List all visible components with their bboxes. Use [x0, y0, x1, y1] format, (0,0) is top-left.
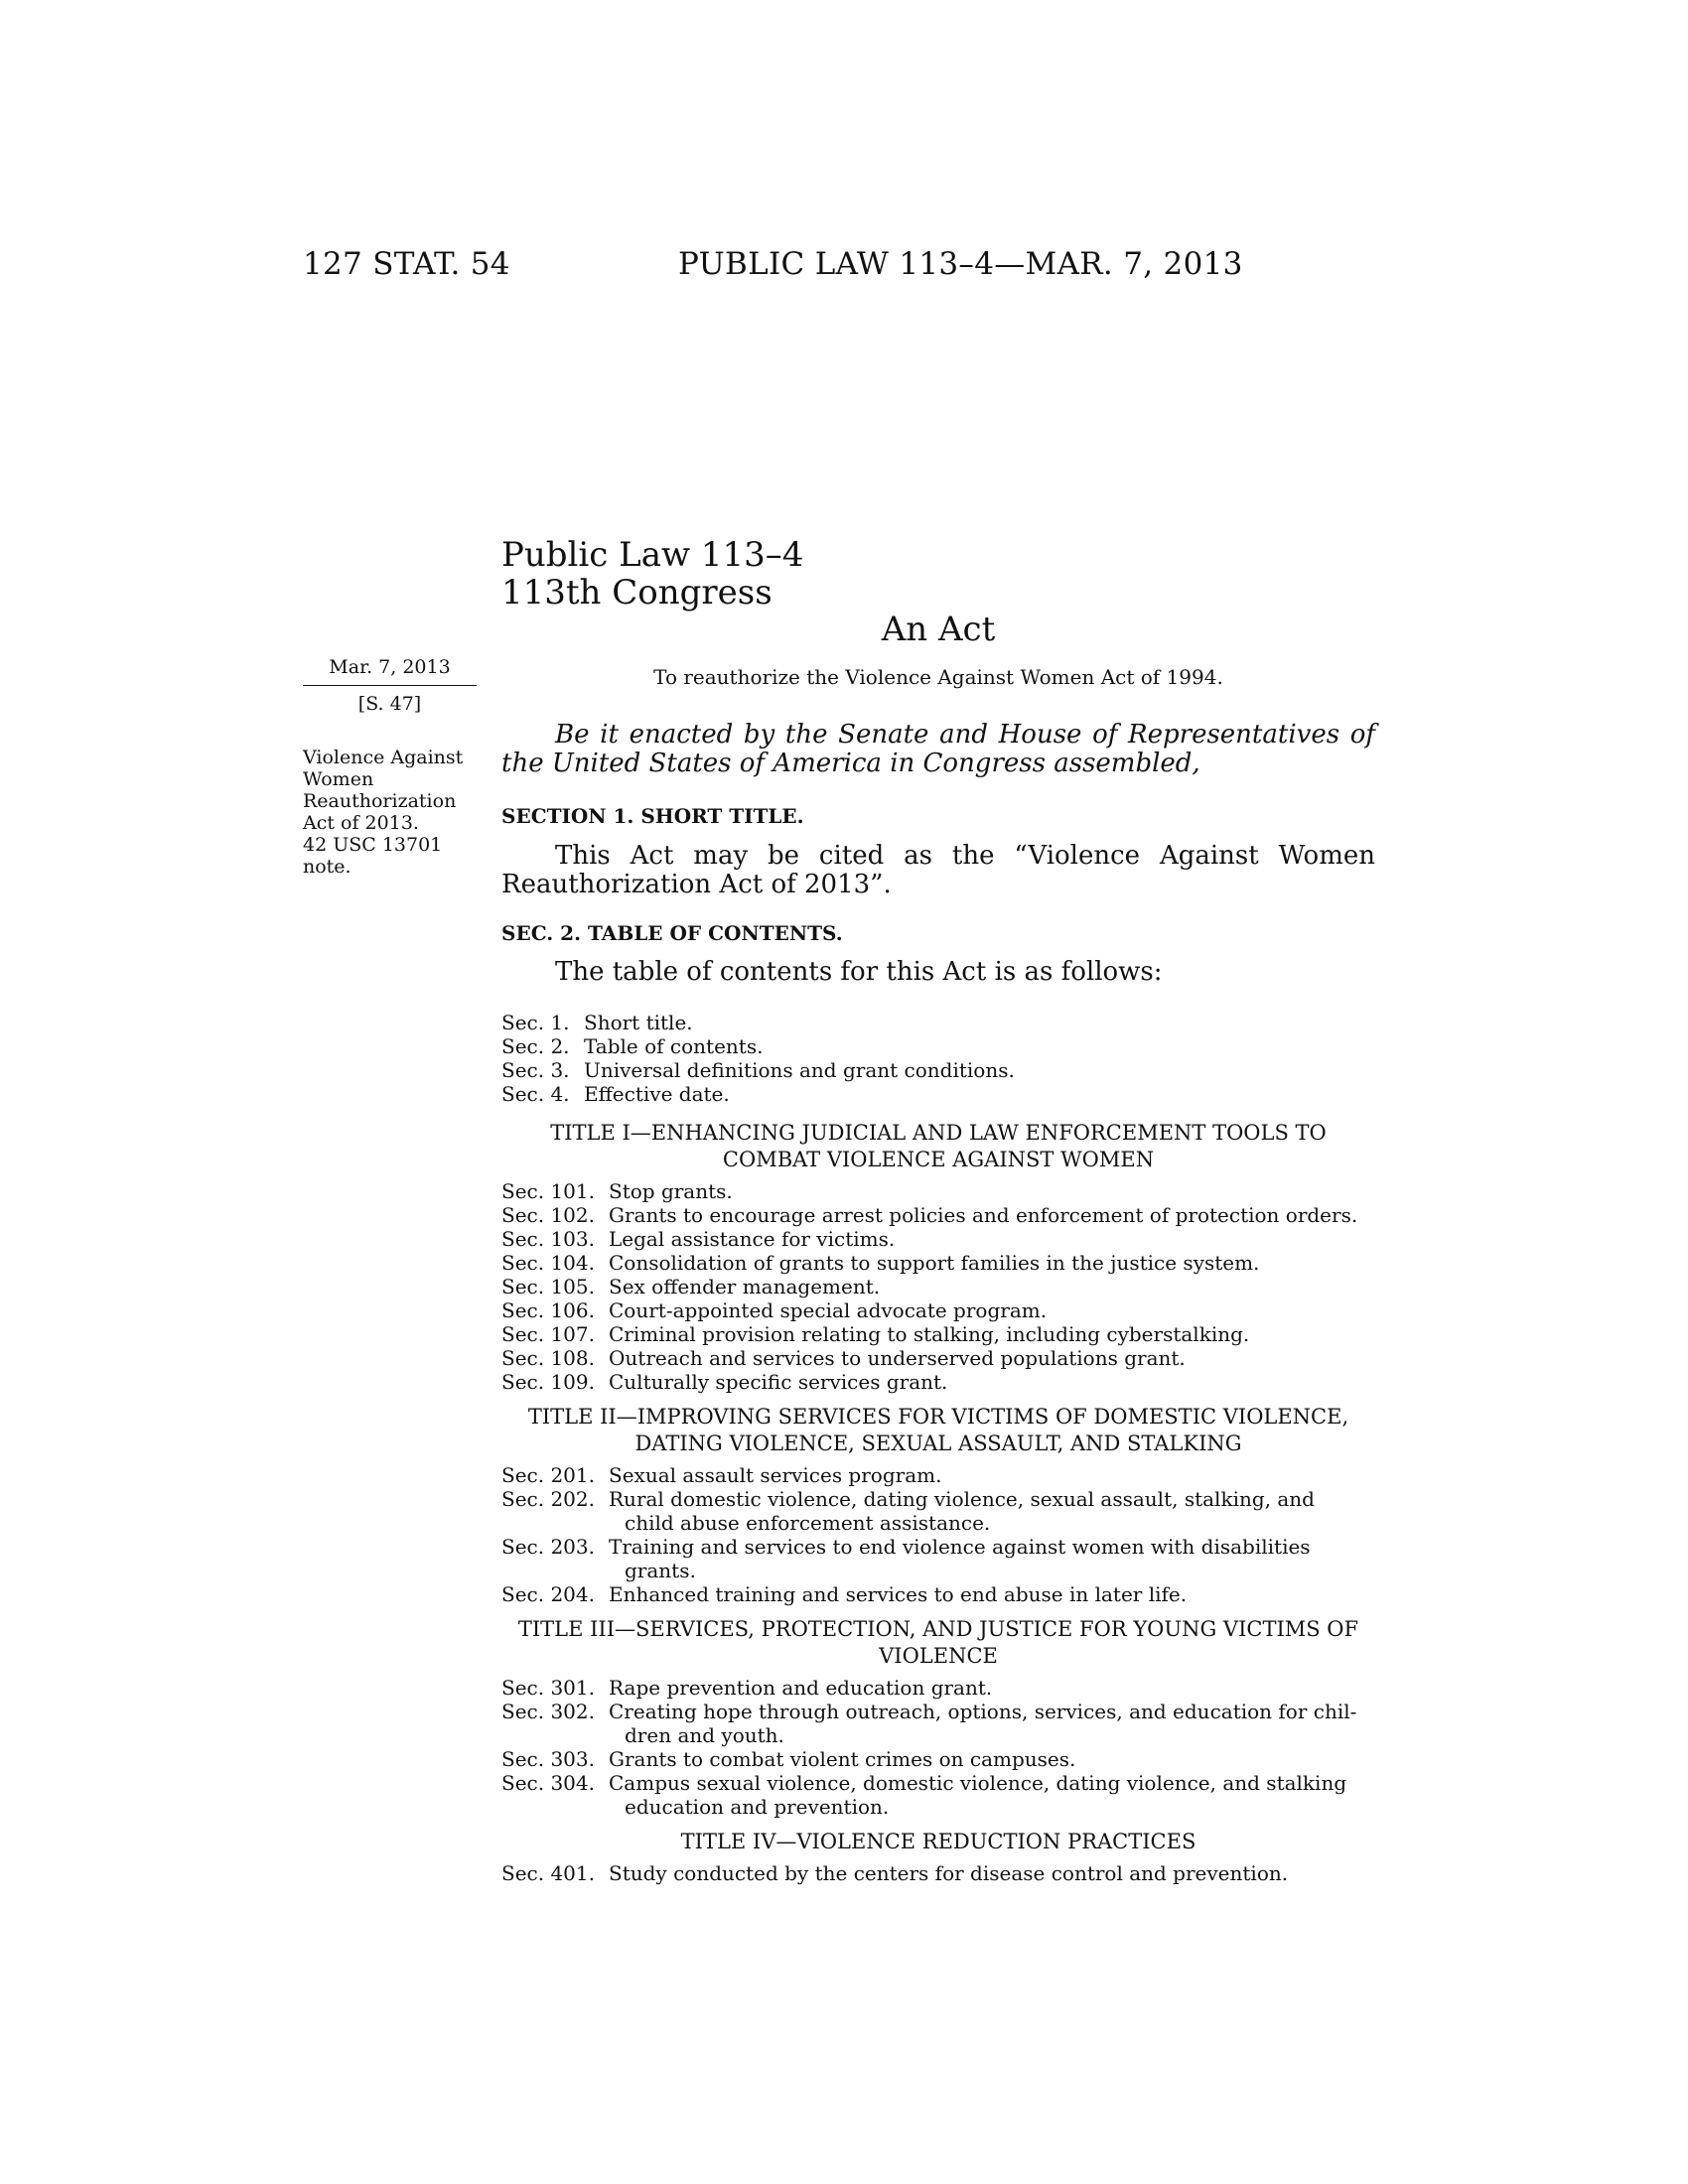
toc-entry-number: Sec. 2. — [501, 1034, 570, 1058]
enacting-clause: Be it enacted by the Senate and House of Representatives of the United States of America in Congress assembled, — [501, 720, 1375, 778]
toc-entry-number: Sec. 103. — [501, 1227, 595, 1251]
margin-note-line: Act of 2013. — [303, 812, 419, 834]
toc-entry — [501, 1463, 1375, 1487]
toc-entry — [501, 1227, 1375, 1251]
toc-entry-number: Sec. 304. — [501, 1771, 595, 1795]
toc-entry-text: Culturally specific services grant. — [609, 1370, 948, 1394]
title-1-heading — [501, 1120, 1375, 1173]
toc-entry-line: Rural domestic violence, dating violence, sexual assault, stalking, and — [609, 1487, 1315, 1511]
congress-number: 113th Congress — [501, 573, 773, 613]
toc-entry-line: Creating hope through outreach, options, services, and education for chil- — [609, 1700, 1357, 1723]
toc-entry-number: Sec. 101. — [501, 1179, 595, 1203]
title-heading-line: COMBAT VIOLENCE AGAINST WOMEN — [722, 1148, 1155, 1171]
act-purpose: To reauthorize the Violence Against Women Act of 1994. — [653, 665, 1223, 689]
margin-rule — [303, 685, 477, 686]
public-law-number: Public Law 113–4 — [501, 535, 804, 575]
toc-entry — [501, 1487, 1375, 1535]
toc-entry — [501, 1251, 1375, 1275]
toc-entry-number: Sec. 4. — [501, 1082, 570, 1106]
title-2-heading — [501, 1404, 1375, 1457]
toc-entry-text: Study conducted by the centers for disease control and prevention. — [609, 1861, 1289, 1885]
margin-note-line: Reauthorization — [303, 790, 457, 812]
toc-entry — [501, 1298, 1375, 1322]
title-heading-line: TITLE II—IMPROVING SERVICES FOR VICTIMS OF DOMESTIC VIOLENCE, — [527, 1405, 1349, 1429]
toc-entry — [501, 1700, 1375, 1747]
toc-entry-text — [609, 1771, 1375, 1819]
title-3-section-list — [501, 1676, 1375, 1819]
toc-entry-number: Sec. 1. — [501, 1011, 570, 1034]
toc-entry-continuation: grants. — [625, 1559, 696, 1582]
toc-entry — [501, 1771, 1375, 1819]
toc-entry — [501, 1676, 1375, 1700]
title-heading-line: TITLE III—SERVICES, PROTECTION, AND JUSTICE FOR YOUNG VICTIMS OF — [517, 1617, 1359, 1641]
title-1-section-list — [501, 1179, 1375, 1394]
toc-entry — [501, 1058, 1375, 1082]
toc-entry — [501, 1370, 1375, 1394]
toc-entry-text: Sexual assault services program. — [609, 1463, 942, 1487]
toc-entry-text: Enhanced training and services to end abuse in later life. — [609, 1582, 1188, 1606]
act-heading — [0, 610, 1688, 649]
toc-entry-text: Table of contents. — [584, 1034, 764, 1058]
title-4-heading — [501, 1829, 1375, 1855]
section-1-heading: SECTION 1. SHORT TITLE. — [501, 804, 804, 828]
toc-entry-number: Sec. 302. — [501, 1700, 595, 1723]
title-heading-line: TITLE I—ENHANCING JUDICIAL AND LAW ENFORCEMENT TOOLS TO — [550, 1121, 1327, 1145]
act-heading-text: An Act — [881, 610, 996, 649]
toc-entry-continuation: child abuse enforcement assistance. — [625, 1511, 991, 1535]
toc-general-list — [501, 1011, 1375, 1106]
toc-entry-text — [609, 1487, 1375, 1535]
toc-entry-number: Sec. 201. — [501, 1463, 595, 1487]
toc-entry-line: Training and services to end violence against women with disabilities — [609, 1535, 1311, 1559]
toc-entry-number: Sec. 104. — [501, 1251, 595, 1275]
margin-note-line: Violence Against — [303, 747, 464, 768]
toc-entry-text: Grants to combat violent crimes on campuses. — [609, 1747, 1076, 1771]
margin-note-line: Women — [303, 768, 374, 790]
toc-entry-number: Sec. 109. — [501, 1370, 595, 1394]
toc-entry-line: Campus sexual violence, domestic violence, dating violence, and stalking — [609, 1771, 1347, 1795]
toc-entry-continuation: education and prevention. — [625, 1795, 890, 1819]
margin-note — [303, 747, 482, 878]
toc-entry-number: Sec. 401. — [501, 1861, 595, 1885]
running-header: PUBLIC LAW 113–4—MAR. 7, 2013 — [678, 246, 1243, 282]
toc-entry-number: Sec. 107. — [501, 1322, 595, 1346]
section-1-text: This Act may be cited as the “Violence Against Women Reauthorization Act of 2013”. — [501, 841, 1375, 899]
page-citation: 127 STAT. 54 — [303, 246, 510, 282]
toc-entry — [501, 1082, 1375, 1106]
toc-entry — [501, 1861, 1375, 1885]
toc-intro: The table of contents for this Act is as follows: — [555, 957, 1163, 987]
margin-note-line: 42 USC 13701 — [303, 834, 443, 856]
toc-entry-text: Sex offender management. — [609, 1275, 881, 1298]
toc-entry-text: Criminal provision relating to stalking, including cyberstalking. — [609, 1322, 1250, 1346]
toc-entry-number: Sec. 203. — [501, 1535, 595, 1559]
toc-entry-text: Universal definitions and grant conditions. — [584, 1058, 1015, 1082]
toc-entry — [501, 1582, 1375, 1606]
toc-entry-number: Sec. 108. — [501, 1346, 595, 1370]
title-3-heading — [501, 1616, 1375, 1670]
title-4-section-list — [501, 1861, 1375, 1885]
toc-entry-number: Sec. 105. — [501, 1275, 595, 1298]
toc-entry — [501, 1275, 1375, 1298]
toc-entry-number: Sec. 301. — [501, 1676, 595, 1700]
title-2-section-list — [501, 1463, 1375, 1606]
title-heading-line: TITLE IV—VIOLENCE REDUCTION PRACTICES — [680, 1830, 1196, 1853]
toc-entry-text: Consolidation of grants to support families in the justice system. — [609, 1251, 1260, 1275]
title-heading-line: DATING VIOLENCE, SEXUAL ASSAULT, AND STALKING — [634, 1432, 1242, 1455]
toc-entry-number: Sec. 106. — [501, 1298, 595, 1322]
toc-entry-text: Stop grants. — [609, 1179, 733, 1203]
toc-entry-text: Short title. — [584, 1011, 693, 1034]
toc-entry — [501, 1011, 1375, 1034]
toc-entry-text: Grants to encourage arrest policies and enforcement of protection orders. — [609, 1203, 1358, 1227]
toc-entry-text: Rape prevention and education grant. — [609, 1676, 993, 1700]
toc-entry — [501, 1034, 1375, 1058]
toc-entry-text: Outreach and services to underserved populations grant. — [609, 1346, 1186, 1370]
section-2-heading: SEC. 2. TABLE OF CONTENTS. — [501, 921, 843, 945]
toc-entry — [501, 1346, 1375, 1370]
toc-entry — [501, 1535, 1375, 1582]
toc-entry-text: Court-appointed special advocate program. — [609, 1298, 1048, 1322]
law-title-block — [501, 536, 803, 612]
toc-entry-number: Sec. 303. — [501, 1747, 595, 1771]
enactment-date: Mar. 7, 2013 — [329, 656, 451, 678]
toc-entry-number: Sec. 202. — [501, 1487, 595, 1511]
toc-entry — [501, 1203, 1375, 1227]
toc-entry-text — [609, 1535, 1375, 1582]
title-heading-line: VIOLENCE — [879, 1644, 998, 1668]
bill-number: [S. 47] — [357, 693, 422, 715]
toc-entry-number: Sec. 102. — [501, 1203, 595, 1227]
toc-entry — [501, 1322, 1375, 1346]
margin-date-block — [303, 655, 477, 716]
toc-entry — [501, 1179, 1375, 1203]
toc-entry-text: Effective date. — [584, 1082, 730, 1106]
main-body — [501, 663, 1375, 1885]
margin-note-line: note. — [303, 856, 352, 878]
toc-entry — [501, 1747, 1375, 1771]
toc-entry-number: Sec. 3. — [501, 1058, 570, 1082]
toc-entry-number: Sec. 204. — [501, 1582, 595, 1606]
toc-entry-continuation: dren and youth. — [625, 1723, 784, 1747]
toc-entry-text — [609, 1700, 1375, 1747]
toc-entry-text: Legal assistance for victims. — [609, 1227, 896, 1251]
